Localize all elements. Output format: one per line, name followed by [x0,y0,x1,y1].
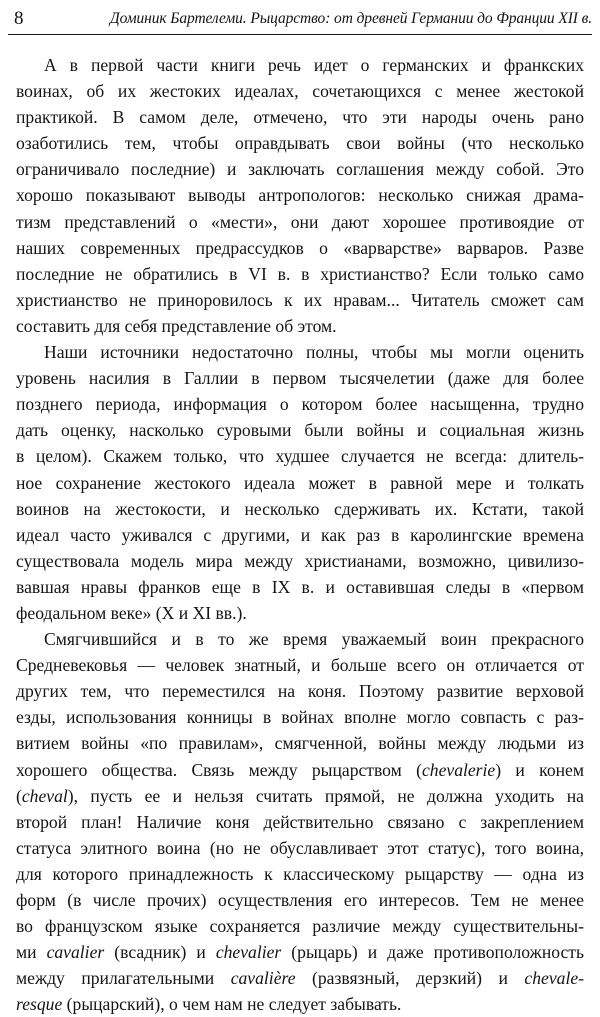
text-line: феодальном веке» (X и XI вв.). [16,602,247,623]
running-header [8,6,592,35]
text-line: (cheval), пусть ее и нельзя считать прямой, не должна уходить на [16,785,584,806]
text-line: существовала модель мира между христианами, возможно, цивилизо- [16,550,584,571]
text-line: дать оценку, насколько суровыми были войны и социальная жизнь [16,420,584,441]
text-line: во французском языке сохраняется различие между существительны- [16,916,584,937]
text-line: для которого принадлежность к классическому рыцарству — одна из [16,863,584,884]
text-line: второй план! Наличие коня действительно связано с закреплением [16,811,584,832]
text-line: А в первой части книги речь идет о германских и франкских [44,55,584,75]
text-line: форм (в числе прочих) осуществления его интересов. Тем не менее [16,890,584,910]
text-line: между прилагательными cavalière (развязный, дерзкий) и chevale- [16,968,584,989]
text-line: Наши источники недостаточно полны, чтобы мы могли оценить [44,342,584,363]
text-line: вавшая нравы франков еще в IX в. и оставившая следы в «первом [16,576,584,597]
text-line: тизм представлений о «мести», они дают хорошее противоядие от [16,211,584,232]
paragraph-1 [16,52,584,339]
text-line: позднего периода, информация о котором более насыщенна, трудно [16,394,584,415]
text-line: в целом). Скажем только, что худшее случается не всегда: длитель- [16,446,584,467]
text-line: хорошо показывают выводы антропологов: несколько снижая драма- [16,185,584,206]
paragraph-3 [16,626,584,1017]
text-line: витием войны «по правилам», смягченной, войны между людьми из [16,733,584,754]
text-line: идеал часто уживался с другими, и как раз в каролингские времена [16,524,584,545]
text-line: ми cavalier (всадник) и chevalier (рыцарь) и даже противоположность [16,942,584,963]
text-line: езды, использования конницы в войнах вполне могло совпасть с раз- [16,707,584,728]
italic-term: cavalier [46,942,105,963]
running-title: Доминик Бартелеми. Рыцарство: от древней Германии до Франции XII в. [109,10,592,27]
italic-term: chevalier [215,942,282,963]
italic-term: resque [16,994,63,1015]
text-line: составить для себя представление об этом. [16,315,337,336]
text-line: Смягчившийся и в то же время уважаемый воин прекрасного [44,629,584,650]
italic-term: chevalerie [421,759,496,780]
paragraph-2 [16,339,584,626]
page-number: 8 [14,8,24,29]
italic-term: cavalière [230,968,296,989]
text-line: последние не обратились в VI в. в христианство? Если только само [16,263,584,284]
italic-term: cheval [21,785,68,806]
text-line: Средневековья — человек знатный, и больше всего он отличается от [16,655,584,676]
text-line: статуса элитного воина (но не обуславливает этот статус), того воина, [16,837,584,858]
text-line: христианство не приноровилось к их нравам... Читатель сможет сам [16,289,584,310]
text-line: resque (рыцарский), о чем нам не следует забывать. [16,994,402,1015]
text-line: наших современных предрассудков о «варварстве» варваров. Разве [16,237,584,258]
body-text [16,52,584,1017]
text-line: других тем, что переместился на коня. Поэтому развитие верховой [16,681,584,702]
italic-term: chevale- [524,968,584,989]
text-line: хорошего общества. Связь между рыцарством (chevalerie) и конем [16,759,584,780]
text-line: воинах, об их жестоких идеалах, сочетающихся с менее жестокой [16,81,584,102]
text-line: уровень насилия в Галлии в первом тысячелетии (даже для более [16,368,584,389]
text-line: озаботились тем, чтобы оправдывать свои войны (что несколько [16,133,584,154]
text-line: ное сохранение жестокого идеала может в равной мере и толкать [16,472,584,493]
text-line: ограничивало последние) и заключать соглашения между собой. Это [16,159,584,180]
text-line: практикой. В самом деле, отмечено, что эти народы очень рано [16,107,584,128]
text-line: воинов на жестокости, и несколько сдерживать их. Кстати, такой [16,498,584,519]
